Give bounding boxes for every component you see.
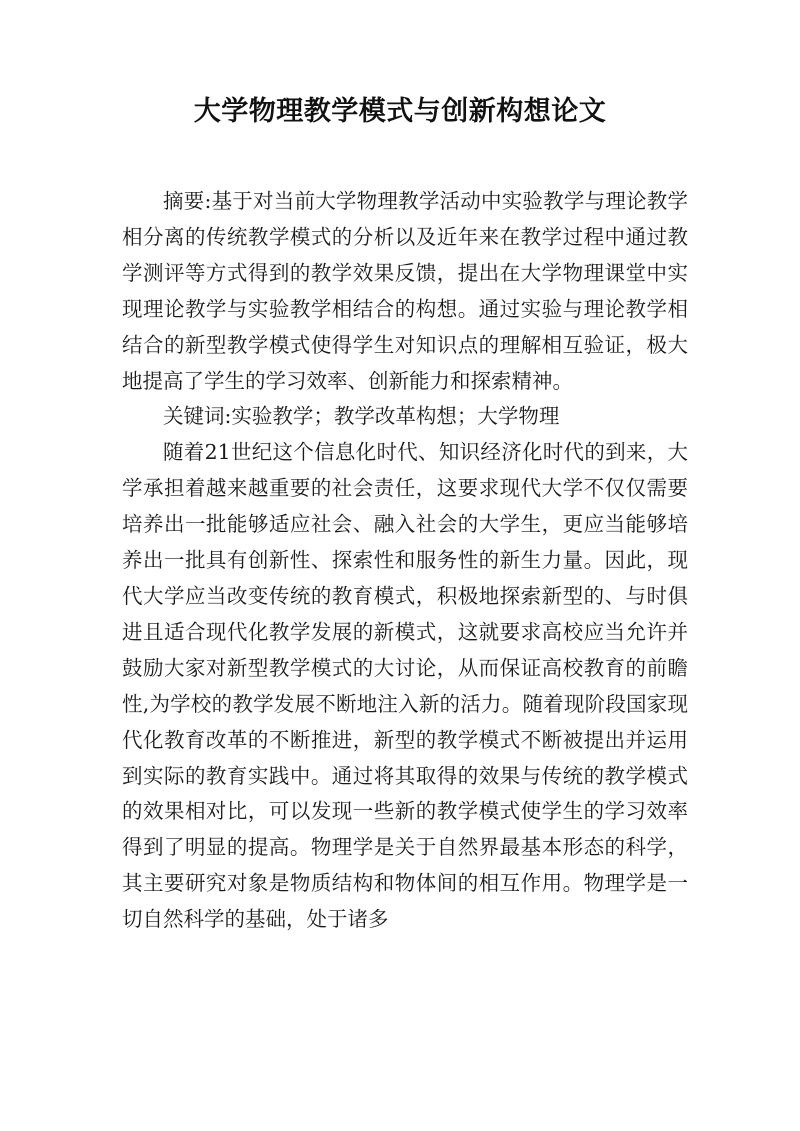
document-body — [122, 184, 688, 938]
keywords-paragraph: 关键词:实验教学；教学改革构想；大学物理 — [163, 404, 560, 429]
document-title: 大学物理教学模式与创新构想论文 — [193, 96, 607, 127]
abstract-paragraph: 摘要:基于对当前大学物理教学活动中实验教学与理论教学相分离的传统教学模式的分析以及近年来在教学过程中通过教学测评等方式得到的教学效果反馈，提出在大学物理课堂中实现理论教学与实验教学相结合的构想。通过实验与理论教学相结合的新型教学模式使得学生对知识点的理解相互验证，极大地提高了学生的学习效率、创新能力和探索精神。 — [122, 189, 688, 393]
body-paragraph: 随着21世纪这个信息化时代、知识经济化时代的到来，大学承担着越来越重要的社会责任，这要求现代大学不仅仅需要培养出一批能够适应社会、融入社会的大学生，更应当能够培养出一批具有创新性、探索性和服务性的新生力量。因此，现代大学应当改变传统的教育模式，积极地探索新型的、与时俱进且适合现代化教学发展的新模式，这就要求高校应当允许并鼓励大家对新型教学模式的大讨论，从而保证高校教育的前瞻性,为学校的教学发展不断地注入新的活力。随着现阶段国家现代化教育改革的不断推进，新型的教学模式不断被提出并运用到实际的教育实践中。通过将其取得的效果与传统的教学模式的效果相对比，可以发现一些新的教学模式使学生的学习效率得到了明显的提高。物理学是关于自然界最基本形态的科学，其主要研究对象是物质结构和物体间的相互作用。物理学是一切自然科学的基础，处于诸多 — [122, 440, 688, 932]
